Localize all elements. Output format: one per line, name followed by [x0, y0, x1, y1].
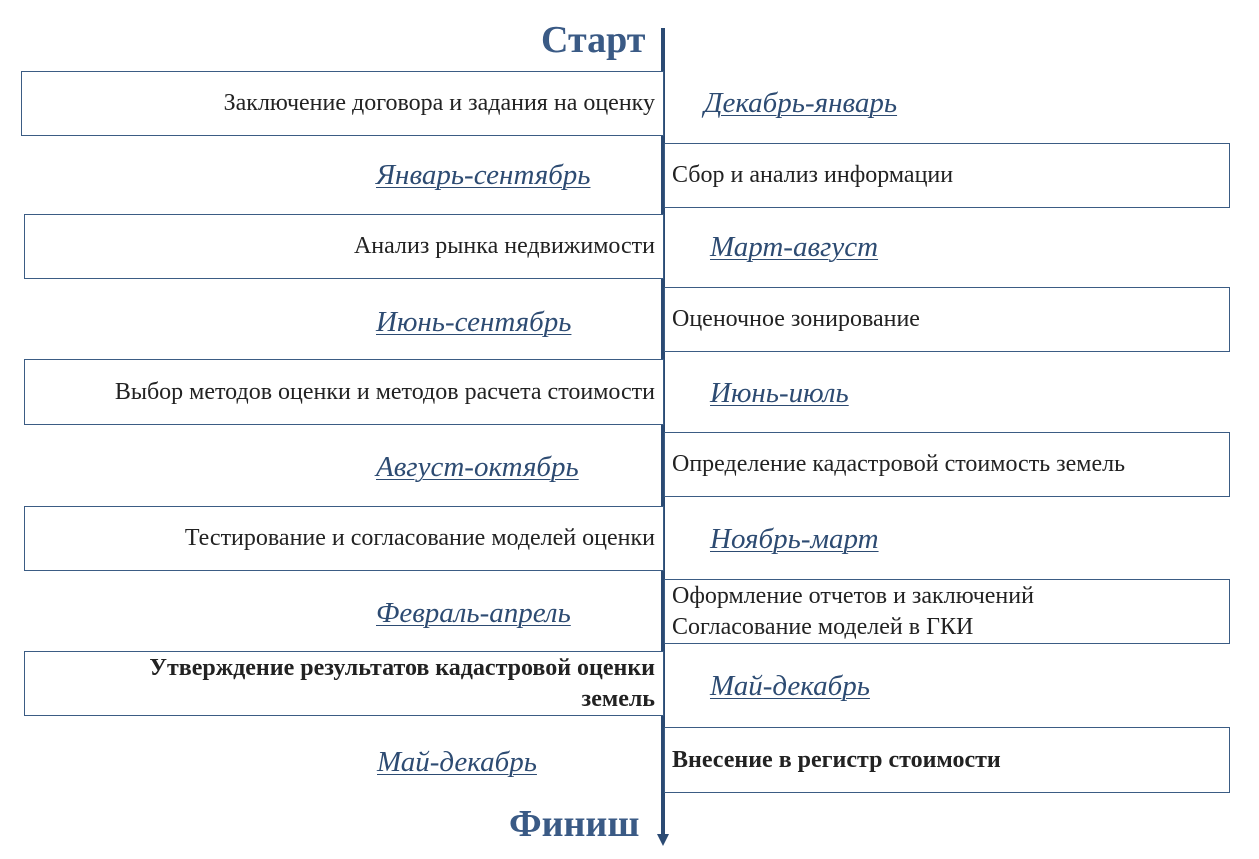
stage-2-period: Январь-сентябрь [376, 159, 591, 191]
stage-9-task-line: Утверждение результатов кадастровой оценки [149, 654, 655, 681]
stage-10-task-line: Внесение в регистр стоимости [672, 746, 1001, 773]
stage-3-period: Март-август [710, 231, 879, 263]
stage-6-period: Август-октябрь [376, 451, 579, 483]
stage-1-task-line: Заключение договора и задания на оценку [223, 90, 655, 116]
stage-5-task [24, 359, 664, 425]
stage-2-task [664, 143, 1230, 208]
stage-9-task [24, 651, 664, 716]
stage-3-task [24, 214, 664, 279]
stage-10-task [664, 727, 1230, 793]
stage-5-task-line: Выбор методов оценки и методов расчета стоимости [114, 378, 655, 405]
finish-label: Финиш [509, 803, 640, 845]
timeline-arrow-icon [657, 834, 669, 846]
stage-6-task-line: Определение кадастровой стоимость земель [672, 451, 1126, 477]
stage-1-task [21, 71, 664, 136]
stage-8-task-line: Оформление отчетов и заключений [672, 582, 1034, 609]
stage-9-period: Май-декабрь [710, 670, 870, 702]
stage-4-task-line: Оценочное зонирование [672, 306, 920, 332]
stage-9-task-line: земель [581, 685, 655, 712]
stage-10-period: Май-декабрь [377, 746, 537, 778]
start-label: Старт [541, 19, 646, 61]
stage-5-period: Июнь-июль [710, 377, 849, 409]
stage-7-task [24, 506, 664, 571]
stage-7-task-line: Тестирование и согласование моделей оценки [184, 525, 655, 551]
stage-4-task [664, 287, 1230, 352]
stage-6-task [664, 432, 1230, 497]
stage-8-task-line: Согласование моделей в ГКИ [672, 613, 974, 640]
stage-8-period: Февраль-апрель [376, 597, 571, 629]
stage-2-task-line: Сбор и анализ информации [672, 162, 954, 188]
stage-1-period: Декабрь-январь [704, 87, 898, 119]
stage-7-period: Ноябрь-март [710, 523, 879, 555]
stage-8-task [664, 579, 1230, 644]
stage-4-period: Июнь-сентябрь [376, 306, 572, 338]
stage-3-task-line: Анализ рынка недвижимости [353, 233, 655, 259]
